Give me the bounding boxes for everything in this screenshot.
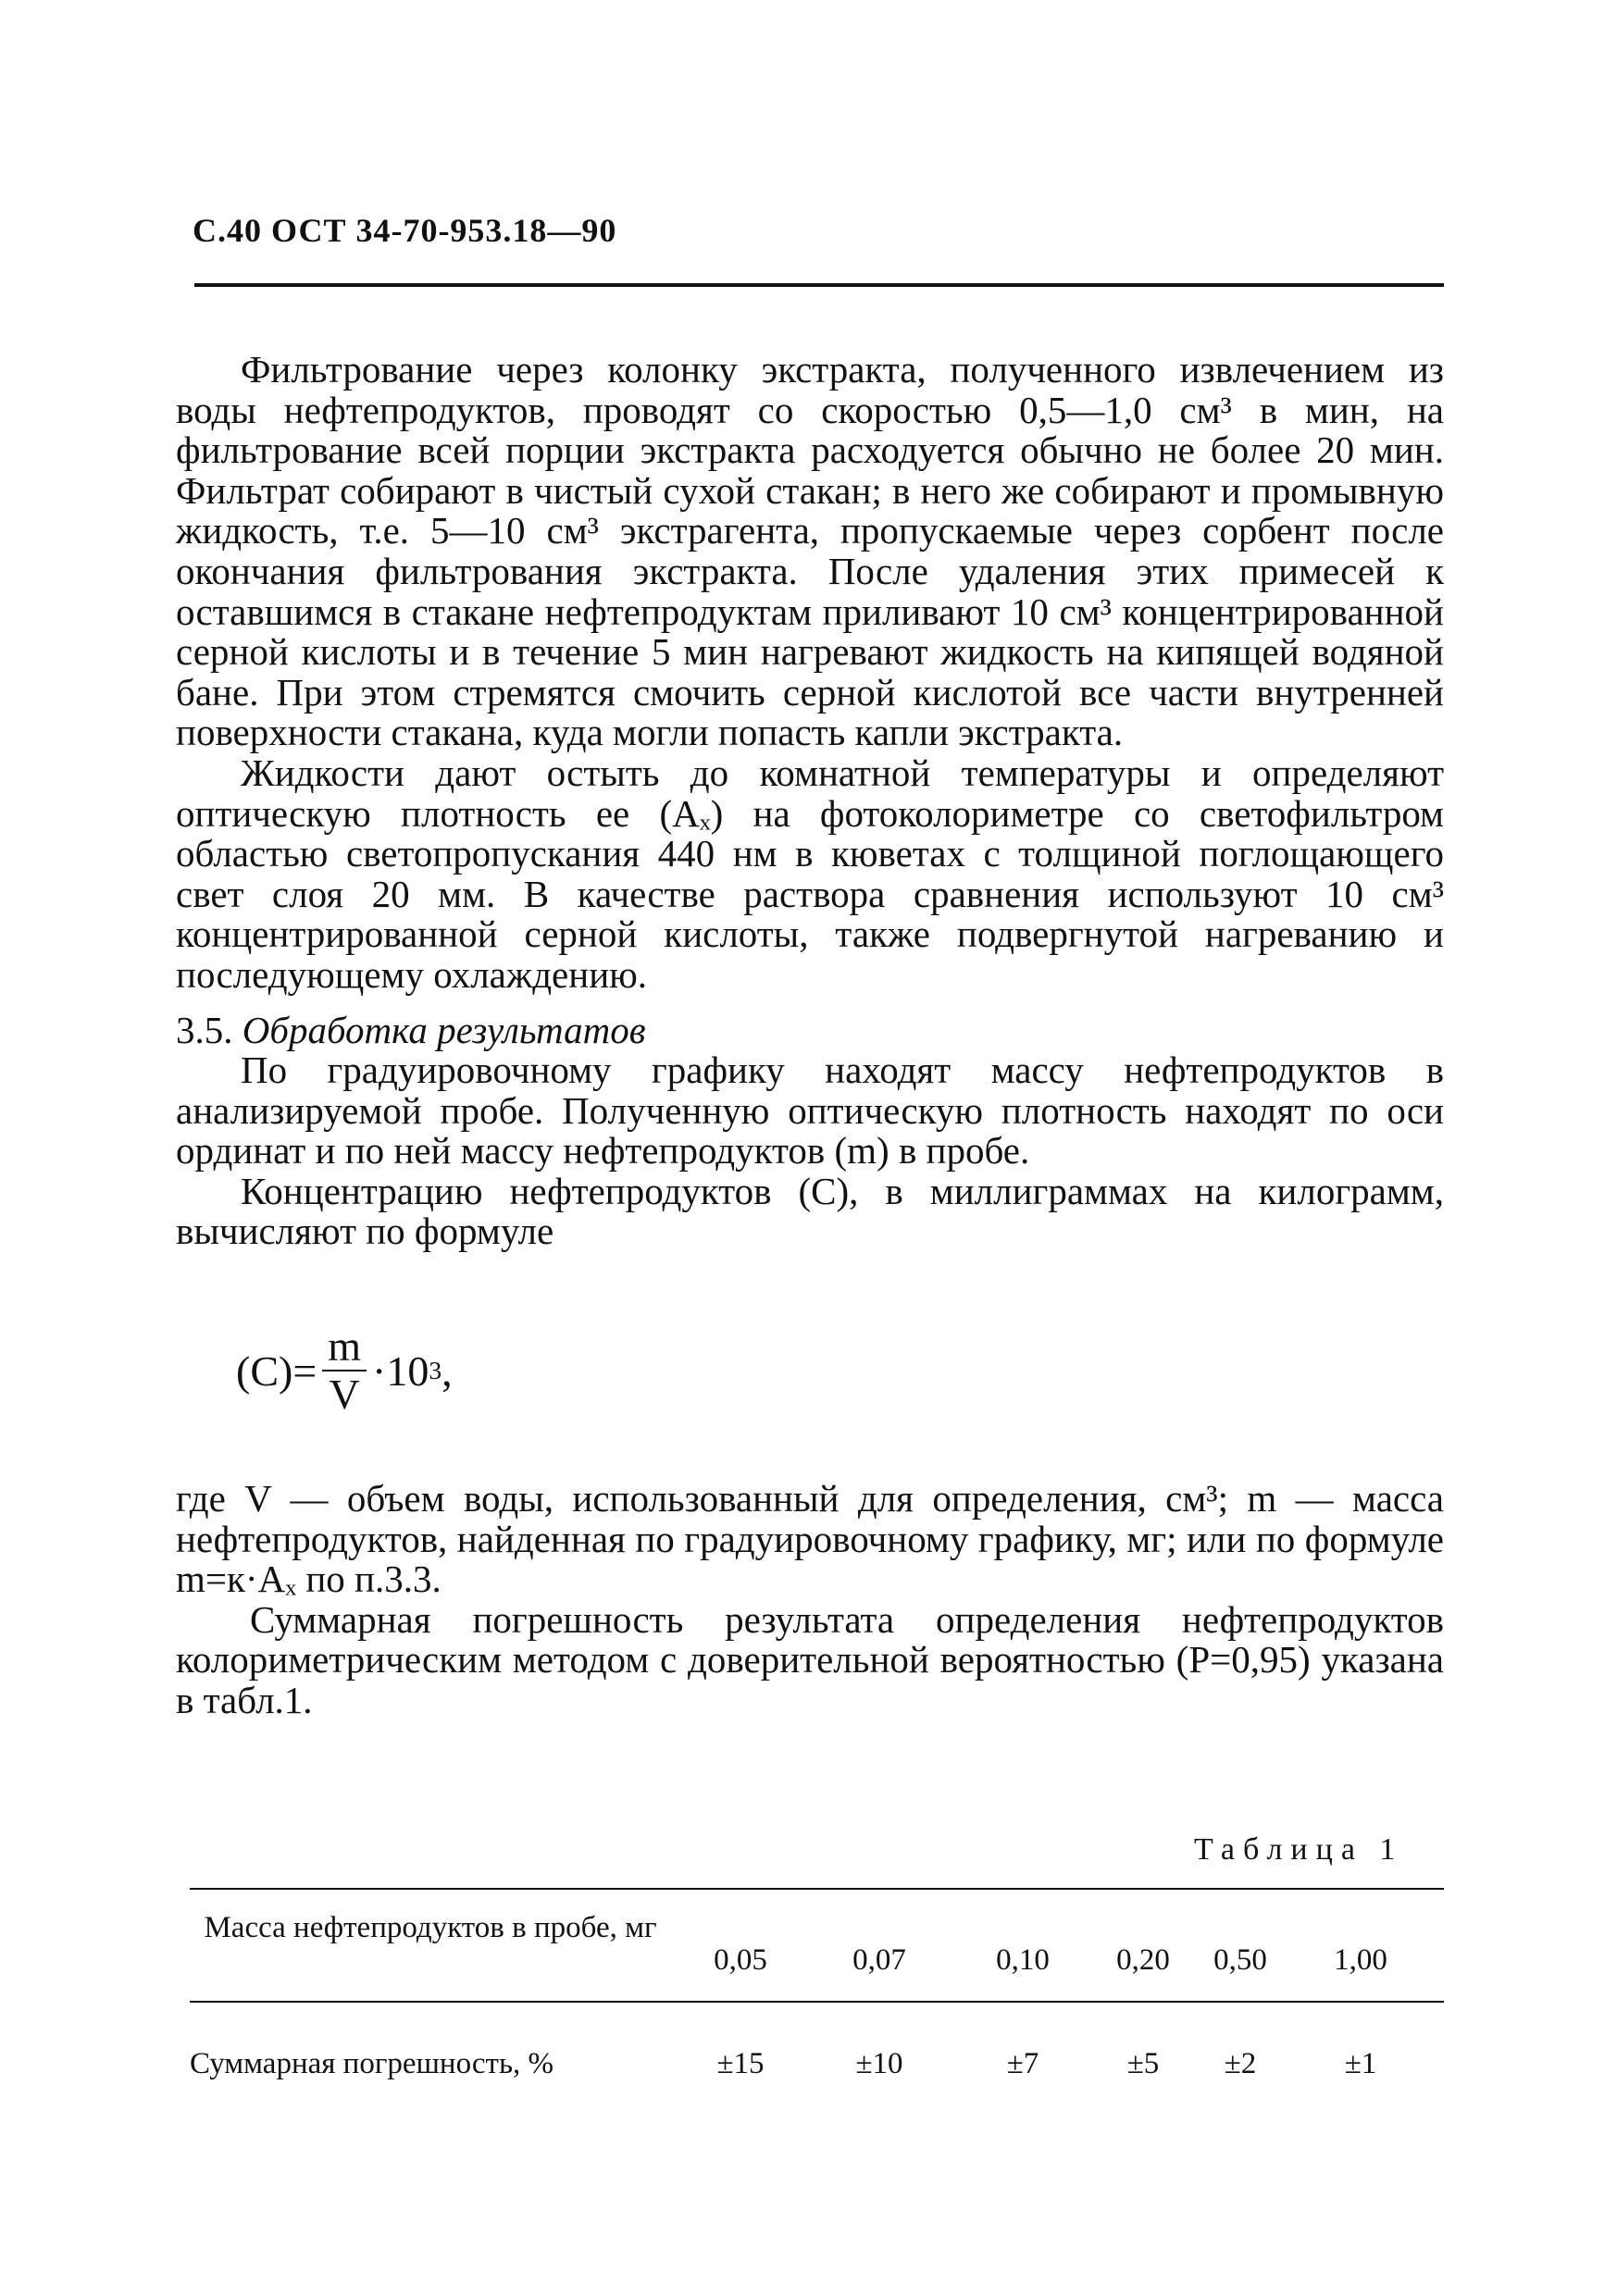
table-cell: 0,50 bbox=[1213, 1943, 1267, 1977]
table-cell: ±10 bbox=[855, 2047, 903, 2080]
table-cell: 0,07 bbox=[852, 1943, 906, 1977]
concentration-formula bbox=[236, 1323, 453, 1418]
paragraph-calibration: По градуировочному графику находят массу нефтепродуктов в анализируемой пробе. Полученную оптическую плотность находят по оси ординат и по ней массу нефтепродуктов (m) в пробе. bbox=[176, 1049, 1444, 1173]
table-cell: ±2 bbox=[1224, 2047, 1257, 2080]
table-caption: Таблица 1 bbox=[1194, 1832, 1404, 1867]
table-cell: ±5 bbox=[1126, 2047, 1160, 2080]
formula-tail: , bbox=[442, 1347, 453, 1395]
paragraph-optical-density: Жидкости дают остыть до комнатной температуры и определяют оптическую плотность ее (Aₓ) на фотоколориметре со светофильтром областью светопропускания 440 нм в кюветах с толщиной поглощающего свет слоя 20 мм. В качестве раствора сравнения используют 10 см³ концентрированной серной кислоты, также подвергнутой нагреванию и последующему охлаждению. bbox=[176, 751, 1444, 996]
paragraph-concentration: Концентрацию нефтепродуктов (C), в миллиграммах на килограмм, вычисляют по формуле bbox=[176, 1169, 1444, 1253]
page-header: С.40 ОСТ 34-70-953.18—90 bbox=[193, 212, 617, 249]
paragraph-variables: где V — объем воды, использованный для определения, см³; m — масса нефтепродуктов, найденная по градуировочному графику, мг; или по формуле m=к·Aₓ по п.3.3. bbox=[176, 1477, 1444, 1601]
section-number: 3.5. bbox=[176, 1008, 233, 1051]
formula-lhs: (C)= bbox=[236, 1347, 317, 1395]
table-cell: ±7 bbox=[1006, 2047, 1039, 2080]
body-section-2 bbox=[176, 1479, 1444, 1721]
formula-numerator: m bbox=[322, 1323, 367, 1371]
formula-fraction bbox=[322, 1323, 367, 1418]
row-label-mass: Масса нефтепродуктов в пробе, мг bbox=[204, 1911, 657, 1944]
formula-denominator: V bbox=[329, 1371, 360, 1418]
error-table bbox=[190, 1888, 1444, 2104]
section-heading bbox=[176, 1008, 1444, 1051]
paragraph-filtering: Фильтрование через колонку экстракта, полученного извлечением из воды нефтепродуктов, проводят со скоростью 0,5—1,0 см³ в мин, на фильтрование всей порции экстракта расходуется обычно не более 20 мин. Фильтрат собирают в чистый сухой стакан; в него же собирают и промывную жидкость, т.е. 5—10 см³ экстрагента, пропускаемые через сорбент после окончания фильтрования экстракта. После удаления этих примесей к оставшимся в стакане нефтепродуктам приливают 10 см³ концентрированной серной кислоты и в течение 5 мин нагревают жидкость на кипящей водяной бане. При этом стремятся смочить серной кислотой все части внутренней поверхности стакана, куда могли попасть капли экстракта. bbox=[176, 348, 1444, 754]
formula-exponent: 3 bbox=[429, 1356, 442, 1384]
header-rule bbox=[194, 283, 1444, 287]
row-label-error: Суммарная погрешность, % bbox=[190, 2047, 554, 2080]
formula-rhs: ·10 bbox=[372, 1347, 429, 1395]
table-cell: ±1 bbox=[1344, 2047, 1377, 2080]
section-title: Обработка результатов bbox=[242, 1008, 646, 1051]
table-cell: 0,05 bbox=[714, 1943, 767, 1977]
paragraph-error-summary: Суммарная погрешность результата определения нефтепродуктов колориметрическим методом с доверительной вероятностью (P=0,95) указана в табл.1. bbox=[176, 1597, 1444, 1721]
table-row bbox=[190, 1890, 1444, 2001]
table-cell: 1,00 bbox=[1334, 1943, 1387, 1977]
body-section-1 bbox=[176, 350, 1444, 1252]
table-cell: 0,10 bbox=[996, 1943, 1050, 1977]
table-cell: ±15 bbox=[716, 2047, 765, 2080]
table-row bbox=[190, 2003, 1444, 2104]
table-cell: 0,20 bbox=[1116, 1943, 1170, 1977]
